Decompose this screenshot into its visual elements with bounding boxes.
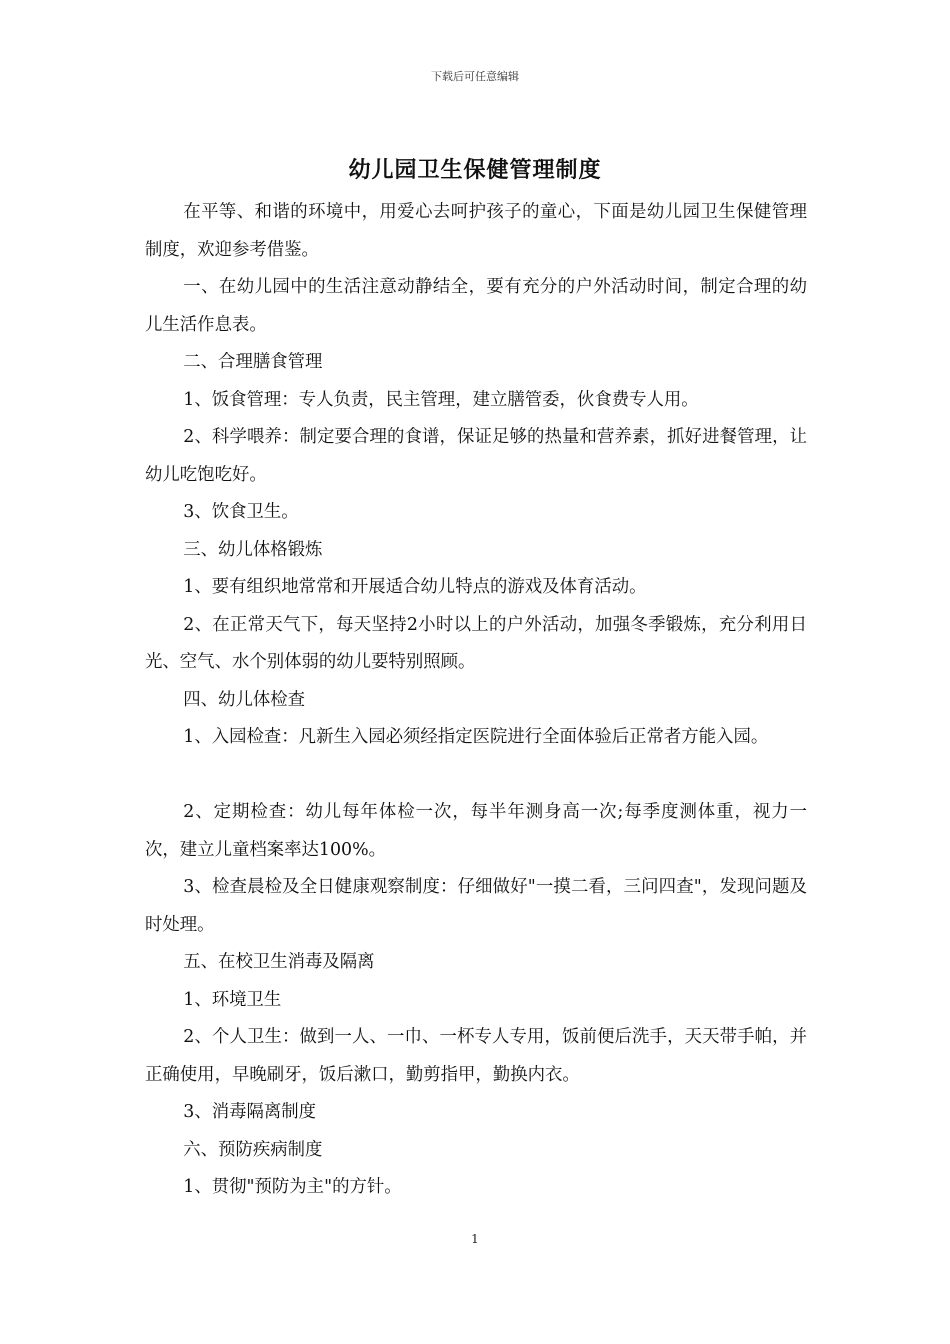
- header-note: 下载后可任意编辑: [431, 70, 519, 83]
- paragraph-3-2: 2、在正常天气下，每天坚持2小时以上的户外活动，加强冬季锻炼，充分利用日光、空气、水个别体弱的幼儿要特别照顾。: [145, 614, 807, 672]
- paragraph-5-2: 2、个人卫生：做到一人、一巾、一杯专人专用，饭前便后洗手，天天带手帕，并正确使用，早晚刷牙，饭后漱口，勤剪指甲，勤换内衣。: [145, 1027, 807, 1085]
- paragraph-6-1: 1、贯彻"预防为主"的方针。: [183, 1177, 402, 1197]
- paragraph-4-2: 2、定期检查：幼儿每年体检一次，每半年测身高一次;每季度测体重，视力一次，建立儿童档案率达100%。: [145, 802, 807, 860]
- heading-section-5: 五、在校卫生消毒及隔离: [183, 952, 375, 972]
- paragraph-2-1: 1、饭食管理：专人负责，民主管理，建立膳管委，伙食费专人用。: [183, 389, 699, 410]
- document-title: 幼儿园卫生保健管理制度: [348, 157, 602, 183]
- paragraph-4-3: 3、检查晨检及全日健康观察制度：仔细做好"一摸二看，三问四查"，发现问题及时处理。: [145, 877, 807, 935]
- heading-section-3: 三、幼儿体格锻炼: [183, 539, 323, 560]
- paragraph-section-1: 一、在幼儿园中的生活注意动静结全，要有充分的户外活动时间，制定合理的幼儿生活作息表。: [145, 277, 807, 335]
- page-number: 1: [471, 1232, 479, 1246]
- paragraph-2-3: 3、饮食卫生。: [183, 502, 299, 522]
- paragraph-3-1: 1、要有组织地常常和开展适合幼儿特点的游戏及体育活动。: [183, 577, 647, 597]
- document-body: [145, 194, 807, 1207]
- paragraph-4-1: 1、入园检查：凡新生入园必须经指定医院进行全面体验后正常者方能入园。: [183, 727, 769, 747]
- heading-section-2: 二、合理膳食管理: [183, 352, 323, 372]
- paragraph-5-3: 3、消毒隔离制度: [183, 1102, 317, 1122]
- paragraph-intro: 在平等、和谐的环境中，用爱心去呵护孩子的童心，下面是幼儿园卫生保健管理制度，欢迎参考借鉴。: [145, 202, 807, 260]
- paragraph-2-2: 2、科学喂养：制定要合理的食谱，保证足够的热量和营养素，抓好进餐管理，让幼儿吃饱吃好。: [145, 427, 807, 485]
- heading-section-6: 六、预防疾病制度: [183, 1139, 323, 1160]
- heading-section-4: 四、幼儿体检查: [183, 689, 306, 710]
- paragraph-5-1: 1、环境卫生: [183, 989, 282, 1010]
